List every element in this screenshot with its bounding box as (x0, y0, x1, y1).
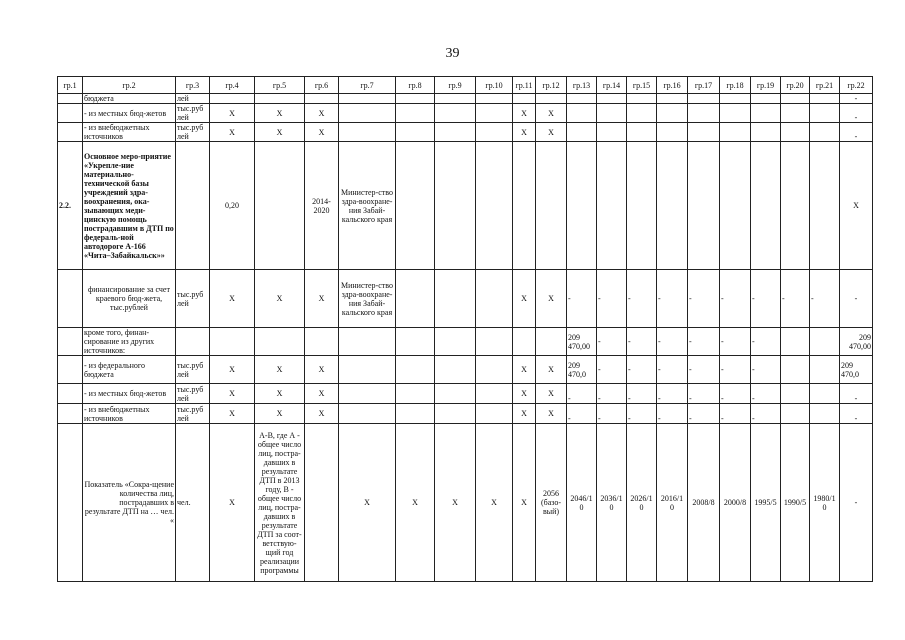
value-cell: 209 470,00 (567, 328, 597, 356)
header-cell: гр.8 (396, 77, 435, 94)
value-cell: - (840, 104, 873, 123)
value-cell: - (840, 424, 873, 582)
unit-cell: тыс.руб лей (176, 384, 210, 404)
table-row (58, 328, 873, 356)
value-cell: Х (840, 142, 873, 270)
value-cell: - (688, 356, 720, 384)
value-cell: 1980/1 0 (810, 424, 840, 582)
value-cell: - (751, 384, 781, 404)
value-cell: - (567, 384, 597, 404)
header-cell: гр.17 (688, 77, 720, 94)
header-cell: гр.20 (781, 77, 810, 94)
value-cell: 2026/1 0 (627, 424, 657, 582)
value-cell: - (597, 328, 627, 356)
value-cell: - (657, 404, 688, 424)
row-label: - из местных бюд-жетов (83, 104, 176, 123)
row-label: - из внебюджетных источников (83, 404, 176, 424)
row-label: - из федерального бюджета (83, 356, 176, 384)
header-cell: гр.3 (176, 77, 210, 94)
value-cell: 2036/1 0 (597, 424, 627, 582)
header-cell: гр.11 (513, 77, 536, 94)
unit-cell: лей (176, 94, 210, 104)
header-cell: гр.5 (255, 77, 305, 94)
value-cell: Х (210, 404, 255, 424)
executor-cell: Министер-ство здра-воохране-ния Забай-кальского края (339, 142, 396, 270)
value-cell: Х (396, 424, 435, 582)
value-cell: Х (255, 356, 305, 384)
header-row (58, 77, 873, 94)
value-cell: Х (305, 384, 339, 404)
unit-cell: тыс.руб лей (176, 123, 210, 142)
value-cell: 0,20 (210, 142, 255, 270)
header-cell: гр.16 (657, 77, 688, 94)
section-number: 2.2. (58, 142, 83, 270)
header-cell: гр.15 (627, 77, 657, 94)
value-cell: - (751, 328, 781, 356)
value-cell: Х (435, 424, 476, 582)
row-label: бюджета (83, 94, 176, 104)
unit-cell: тыс.руб лей (176, 404, 210, 424)
header-cell: гр.6 (305, 77, 339, 94)
value-cell: - (720, 328, 751, 356)
table-row (58, 384, 873, 404)
value-cell: Х (210, 356, 255, 384)
value-cell: - (597, 270, 627, 328)
value-cell: Х (536, 404, 567, 424)
value-cell: Х (305, 123, 339, 142)
value-cell: - (657, 328, 688, 356)
value-cell: Х (305, 104, 339, 123)
page-number: 39 (445, 46, 460, 61)
value-cell: 1990/5 (781, 424, 810, 582)
value-cell: Х (339, 424, 396, 582)
value-cell: - (840, 123, 873, 142)
value-cell: - (751, 356, 781, 384)
value-cell: Х (255, 123, 305, 142)
value-cell: Х (210, 270, 255, 328)
value-cell: - (597, 404, 627, 424)
value-cell: - (567, 270, 597, 328)
unit-cell: тыс.руб лей (176, 356, 210, 384)
row-label: - из внебюджетных источников (83, 123, 176, 142)
value-cell: - (720, 356, 751, 384)
value-cell: 209 470,0 (840, 356, 873, 384)
value-cell: Х (536, 384, 567, 404)
value-cell: - (720, 270, 751, 328)
value-cell: Х (210, 384, 255, 404)
value-cell: Х (513, 424, 536, 582)
header-cell: гр.2 (83, 77, 176, 94)
value-cell: Х (513, 384, 536, 404)
value-cell: - (751, 404, 781, 424)
value-cell: - (627, 270, 657, 328)
table-row (58, 356, 873, 384)
header-cell: гр.4 (210, 77, 255, 94)
header-cell: гр.7 (339, 77, 396, 94)
unit-cell: чел. (176, 424, 210, 582)
value-cell: 2016/1 0 (657, 424, 688, 582)
table-row (58, 404, 873, 424)
header-cell: гр.1 (58, 77, 83, 94)
header-cell: гр.19 (751, 77, 781, 94)
value-cell: - (657, 270, 688, 328)
header-cell: гр.9 (435, 77, 476, 94)
value-cell: Х (255, 384, 305, 404)
header-cell: гр.18 (720, 77, 751, 94)
value-cell: - (688, 270, 720, 328)
value-cell: Х (255, 270, 305, 328)
value-cell: - (751, 270, 781, 328)
value-cell: - (840, 384, 873, 404)
value-cell: Х (513, 270, 536, 328)
value-cell: - (781, 270, 810, 328)
row-label: - из местных бюд-жетов (83, 384, 176, 404)
value-cell: Х (536, 270, 567, 328)
table-row (58, 142, 873, 270)
value-cell: - (840, 270, 873, 328)
value-cell: Х (255, 104, 305, 123)
value-cell: Х (536, 123, 567, 142)
value-cell: Х (210, 123, 255, 142)
value-cell: Х (210, 104, 255, 123)
value-cell: Х (536, 104, 567, 123)
period-cell: 2014-2020 (305, 142, 339, 270)
value-cell: Х (255, 404, 305, 424)
value-cell: 2046/1 0 (567, 424, 597, 582)
value-cell: Х (305, 404, 339, 424)
value-cell: 2008/8 (688, 424, 720, 582)
value-cell: - (720, 404, 751, 424)
header-cell: гр.22 (840, 77, 873, 94)
table-row (58, 123, 873, 142)
value-cell: - (657, 384, 688, 404)
value-cell: 209 470,0 (567, 356, 597, 384)
value-cell: Х (513, 356, 536, 384)
value-cell: - (627, 384, 657, 404)
activity-title: Основное меро-приятие «Укрепле-ние материально-технической базы учреждений здра-воохранения, ока-зывающих меди-цинскую помощь пострадавшим в ДТП по федераль-ной автодороге А-166 «Чита–Забайкальск»» (83, 142, 176, 270)
header-cell: гр.10 (476, 77, 513, 94)
unit-cell: тыс.руб лей (176, 104, 210, 123)
table-row (58, 94, 873, 104)
value-cell: - (688, 384, 720, 404)
value-cell: - (597, 356, 627, 384)
header-cell: гр.21 (810, 77, 840, 94)
header-cell: гр.14 (597, 77, 627, 94)
value-cell: - (720, 384, 751, 404)
value-cell: Х (513, 123, 536, 142)
header-cell: гр.12 (536, 77, 567, 94)
executor-cell: Министер-ство здра-воохране-ния Забай-кальского края (339, 270, 396, 328)
program-table (57, 76, 873, 582)
indicator-label: Показатель «Сокра-щение количества лиц, пострадавших в результате ДТП на … чел. « (83, 424, 176, 582)
unit-cell: тыс.руб лей (176, 270, 210, 328)
header-cell: гр.13 (567, 77, 597, 94)
value-cell: - (627, 356, 657, 384)
value-cell: Х (305, 356, 339, 384)
value-cell: - (840, 94, 873, 104)
value-cell: - (567, 404, 597, 424)
value-cell: Х (305, 270, 339, 328)
value-cell: - (627, 404, 657, 424)
value-cell: 209 470,00 (840, 328, 873, 356)
value-cell: Х (513, 104, 536, 123)
value-cell: - (840, 404, 873, 424)
table-row (58, 270, 873, 328)
value-cell: - (627, 328, 657, 356)
value-cell: - (688, 404, 720, 424)
value-cell: Х (536, 356, 567, 384)
table-row (58, 424, 873, 582)
value-cell: - (657, 356, 688, 384)
value-cell: Х (513, 404, 536, 424)
row-label: кроме того, финан-сирование из других источников: (83, 328, 176, 356)
value-cell: Х (210, 424, 255, 582)
value-cell: - (597, 384, 627, 404)
value-cell: 2056 (базо-вый) (536, 424, 567, 582)
value-cell: - (810, 270, 840, 328)
row-label: финансирование за счет краевого бюд-жета, тыс.рублей (83, 270, 176, 328)
value-cell: 1995/5 (751, 424, 781, 582)
value-cell: Х (476, 424, 513, 582)
table-row (58, 104, 873, 123)
formula-cell: А-В, где А - общее число лиц, постра-давших в результате ДТП в 2013 году, В - общее число лиц, постра-давших в результате ДТП за соот-ветствую-щий год реализации программы (255, 424, 305, 582)
value-cell: 2000/8 (720, 424, 751, 582)
value-cell: - (688, 328, 720, 356)
